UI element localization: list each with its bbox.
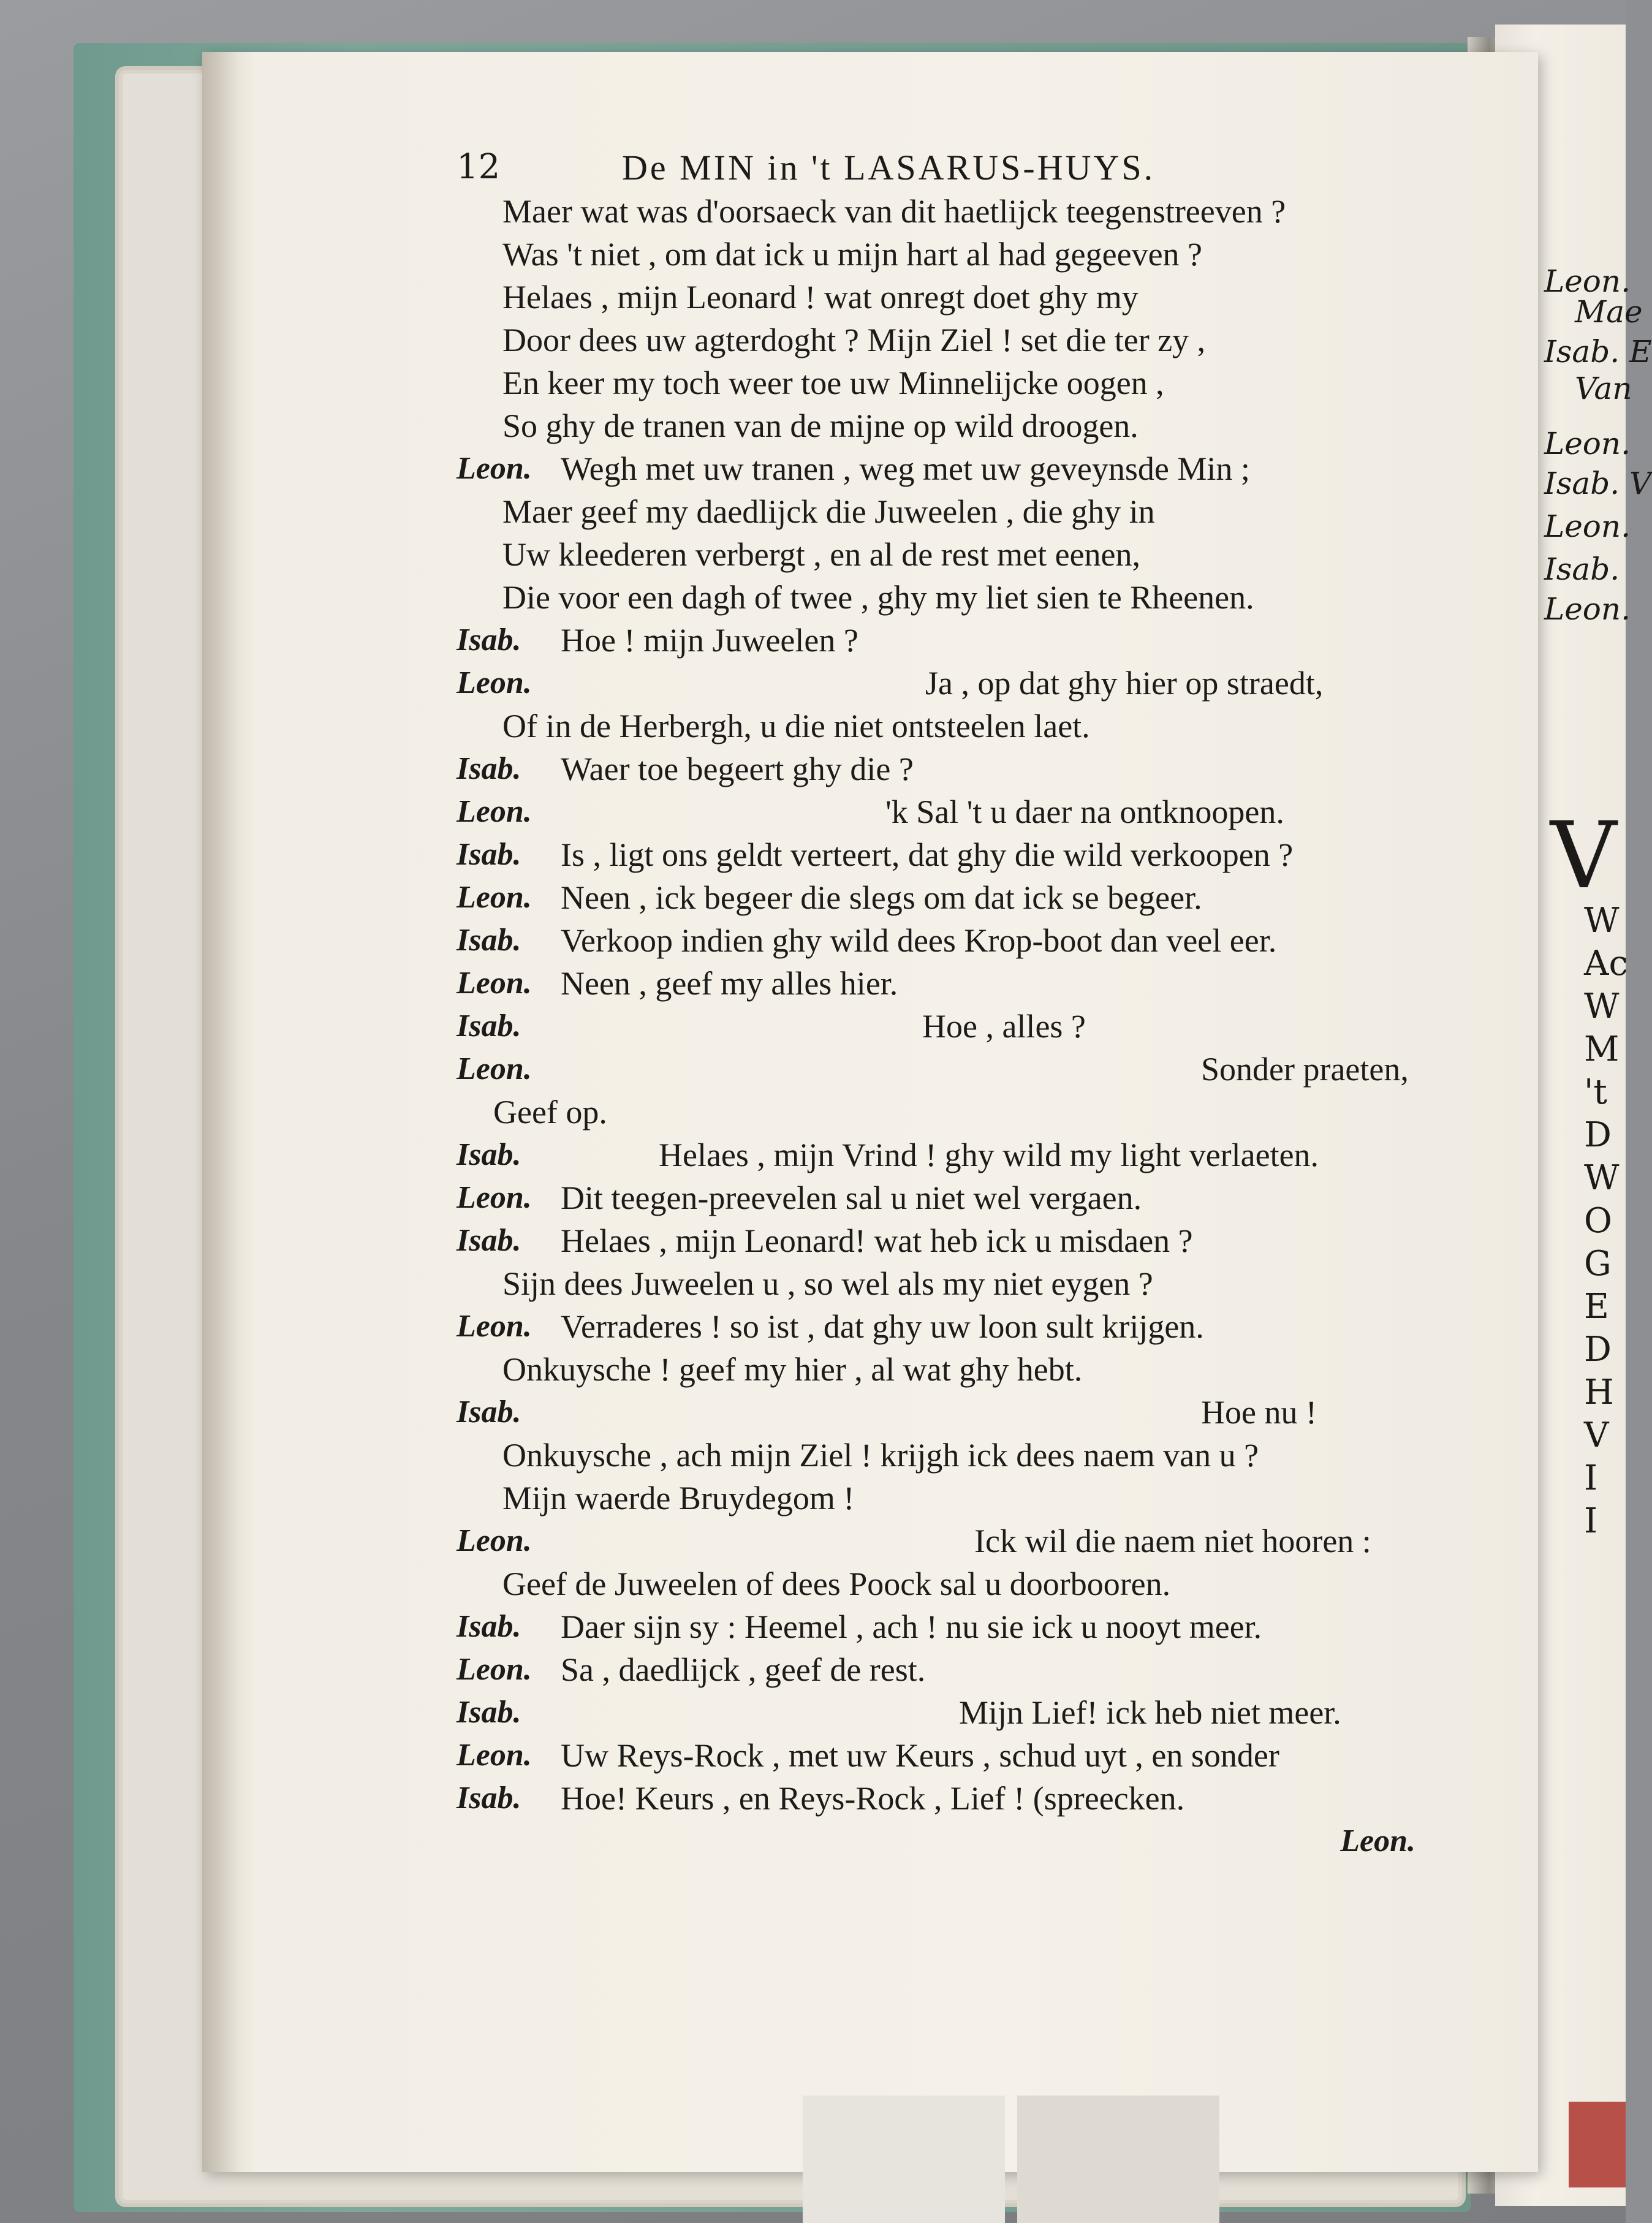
verse-text: Mijn waerde Bruydegom ! xyxy=(502,1480,855,1517)
verse-line xyxy=(457,833,1510,876)
facing-letter: W xyxy=(1584,901,1620,941)
verse-text: Geef op. xyxy=(493,1094,607,1130)
verse-line xyxy=(457,190,1510,233)
verse-line xyxy=(457,1176,1510,1219)
page-tab xyxy=(803,2096,1005,2223)
verse-line xyxy=(457,1219,1510,1262)
speaker-label: Isab. xyxy=(457,623,521,657)
verse-text: Wegh met uw tranen , weg met uw geveynsde Min ; xyxy=(561,450,1250,487)
speaker-label: Leon. xyxy=(457,794,532,829)
facing-letter: 't xyxy=(1584,1072,1607,1112)
running-head: De MIN in 't LASARUS-HUYS. xyxy=(622,148,1156,187)
verse-text: Maer wat was d'oorsaeck van dit haetlijck teegenstreeven ? xyxy=(502,193,1286,230)
facing-letter: M xyxy=(1584,1029,1620,1069)
speaker-label: Leon. xyxy=(457,1051,532,1086)
verse-text: Hoe nu ! xyxy=(1201,1394,1317,1431)
verse-text: Waer toe begeert ghy die ? xyxy=(561,751,914,787)
speaker-label: Isab. xyxy=(457,1609,521,1644)
speaker-label: Isab. xyxy=(457,1695,521,1730)
verse-line xyxy=(457,233,1510,276)
verse-text: Maer geef my daedlijck die Juweelen , die ghy in xyxy=(502,493,1155,530)
verse-line xyxy=(457,1262,1510,1305)
verse-line xyxy=(457,748,1510,790)
speaker-label: Isab. xyxy=(457,1137,521,1172)
verse-text: Onkuysche ! geef my hier , al wat ghy hebt. xyxy=(502,1351,1083,1388)
verse-line xyxy=(457,404,1510,447)
facing-letter: Ac xyxy=(1584,944,1628,983)
verse-line xyxy=(457,919,1510,962)
verse-text: Geef de Juweelen of dees Poock sal u doorbooren. xyxy=(502,1566,1171,1602)
speaker-label: Leon. xyxy=(457,665,532,700)
verse-line xyxy=(457,319,1510,362)
verse-line xyxy=(457,962,1510,1005)
facing-letter: W xyxy=(1584,987,1620,1026)
verse-text: 'k Sal 't u daer na ontknoopen. xyxy=(885,793,1284,830)
verse-line xyxy=(457,1005,1510,1048)
verse-text: Onkuysche , ach mijn Ziel ! krijgh ick dees naem van u ? xyxy=(502,1437,1259,1474)
speaker-label: Isab. xyxy=(457,923,521,958)
verse-line xyxy=(457,1520,1510,1562)
verse-line xyxy=(457,1605,1510,1648)
verse-text: Neen , geef my alles hier. xyxy=(561,965,898,1002)
speaker-label: Leon. xyxy=(457,1309,532,1344)
verse-text: Helaes , mijn Vrind ! ghy wild my light verlaeten. xyxy=(659,1137,1319,1173)
page-number: 12 xyxy=(457,147,501,187)
verse-line xyxy=(457,1691,1510,1734)
page-shadow xyxy=(202,52,239,2172)
facing-letter: W xyxy=(1584,1158,1620,1198)
verse-text: Verkoop indien ghy wild dees Krop-boot dan veel eer. xyxy=(561,922,1277,959)
verse-text: Hoe , alles ? xyxy=(922,1008,1086,1045)
verse-line xyxy=(457,1091,1510,1134)
page-tab xyxy=(1017,2096,1219,2223)
verse-line xyxy=(457,276,1510,319)
speaker-label: Isab. xyxy=(457,1395,521,1430)
facing-speaker: Van xyxy=(1575,371,1632,406)
verse-line xyxy=(457,1305,1510,1348)
text-block xyxy=(457,147,1510,1863)
verse-line xyxy=(457,576,1510,619)
facing-speaker: Isab. V xyxy=(1544,466,1652,501)
facing-speaker: Leon. xyxy=(1544,263,1631,299)
catchword: Leon. xyxy=(1340,1823,1415,1858)
verse-text: Daer sijn sy : Heemel , ach ! nu sie ick u nooyt meer. xyxy=(561,1608,1262,1645)
facing-speaker: Leon. xyxy=(1544,426,1631,461)
facing-speaker: Isab. E xyxy=(1544,334,1652,369)
verse-line xyxy=(457,662,1510,705)
verse-text: Verraderes ! so ist , dat ghy uw loon sult krijgen. xyxy=(561,1308,1204,1345)
catchword-row xyxy=(457,1820,1510,1863)
facing-letter: H xyxy=(1584,1373,1614,1412)
speaker-label: Leon. xyxy=(457,1180,532,1215)
verse-line xyxy=(457,1348,1510,1391)
verse-line xyxy=(457,1777,1510,1820)
facing-letter: V xyxy=(1584,1415,1609,1455)
speaker-label: Isab. xyxy=(457,837,521,872)
verse-line xyxy=(457,790,1510,833)
verse-line xyxy=(457,705,1510,748)
speaker-label: Leon. xyxy=(457,966,532,1001)
verse-text: Die voor een dagh of twee , ghy my liet sien te Rheenen. xyxy=(502,579,1254,616)
speaker-label: Leon. xyxy=(457,880,532,915)
red-bookmark xyxy=(1569,2102,1626,2187)
verse-line xyxy=(457,1477,1510,1520)
facing-letter: D xyxy=(1584,1330,1612,1369)
verse-text: Sijn dees Juweelen u , so wel als my niet eygen ? xyxy=(502,1265,1153,1302)
facing-letter: I xyxy=(1584,1458,1598,1498)
facing-letter: O xyxy=(1584,1201,1612,1241)
verse-text: Uw Reys-Rock , met uw Keurs , schud uyt , en sonder xyxy=(561,1737,1279,1774)
verse-text: Of in de Herbergh, u die niet ontsteelen laet. xyxy=(502,708,1090,744)
facing-letter: D xyxy=(1584,1115,1612,1155)
verse-lines xyxy=(457,190,1510,1863)
verse-line xyxy=(457,1048,1510,1091)
speaker-label: Leon. xyxy=(457,1652,532,1687)
page-header xyxy=(457,147,1510,190)
verse-line xyxy=(457,1734,1510,1777)
verse-text: En keer my toch weer toe uw Minnelijcke oogen , xyxy=(502,365,1164,401)
verse-line xyxy=(457,876,1510,919)
facing-speaker: Leon. xyxy=(1544,591,1631,627)
verse-text: Helaes , mijn Leonard ! wat onregt doet ghy my xyxy=(502,279,1139,316)
verse-text: Dit teegen-preevelen sal u niet wel vergaen. xyxy=(561,1180,1142,1216)
facing-letter: E xyxy=(1584,1287,1609,1327)
speaker-label: Leon. xyxy=(457,1738,532,1773)
verse-line xyxy=(457,362,1510,404)
facing-letter: I xyxy=(1584,1501,1598,1541)
verse-text: Neen , ick begeer die slegs om dat ick se begeer. xyxy=(561,879,1202,916)
facing-speaker: Mae xyxy=(1575,294,1643,330)
verse-line xyxy=(457,619,1510,662)
verse-text: Sonder praeten, xyxy=(1201,1051,1409,1088)
speaker-label: Isab. xyxy=(457,1009,521,1043)
verse-text: Uw kleederen verbergt , en al de rest met eenen, xyxy=(502,536,1141,573)
verse-text: Mijn Lief! ick heb niet meer. xyxy=(959,1694,1341,1731)
verse-line xyxy=(457,1391,1510,1434)
facing-speaker: Leon. xyxy=(1544,509,1631,544)
verse-text: Is , ligt ons geldt verteert, dat ghy die wild verkoopen ? xyxy=(561,836,1294,873)
verse-text: Ja , op dat ghy hier op straedt, xyxy=(925,665,1324,702)
facing-initial: V xyxy=(1550,803,1617,909)
verse-text: So ghy de tranen van de mijne op wild droogen. xyxy=(502,407,1139,444)
verse-line xyxy=(457,490,1510,533)
speaker-label: Isab. xyxy=(457,1223,521,1258)
verse-line xyxy=(457,1134,1510,1176)
speaker-label: Leon. xyxy=(457,451,532,486)
verse-text: Was 't niet , om dat ick u mijn hart al had gegeeven ? xyxy=(502,236,1203,273)
verse-text: Door dees uw agterdoght ? Mijn Ziel ! set die ter zy , xyxy=(502,322,1206,358)
speaker-label: Isab. xyxy=(457,1781,521,1816)
speaker-label: Isab. xyxy=(457,751,521,786)
verse-text: Hoe! Keurs , en Reys-Rock , Lief ! (spreecken. xyxy=(561,1780,1185,1817)
verse-text: Sa , daedlijck , geef de rest. xyxy=(561,1651,926,1688)
verse-line xyxy=(457,447,1510,490)
verse-line xyxy=(457,1434,1510,1477)
speaker-label: Leon. xyxy=(457,1523,532,1558)
facing-speaker: Isab. xyxy=(1544,551,1620,587)
verse-line xyxy=(457,533,1510,576)
verse-line xyxy=(457,1648,1510,1691)
verse-text: Helaes , mijn Leonard! wat heb ick u misdaen ? xyxy=(561,1222,1193,1259)
verse-line xyxy=(457,1562,1510,1605)
verse-text: Ick wil die naem niet hooren : xyxy=(974,1523,1371,1559)
verse-text: Hoe ! mijn Juweelen ? xyxy=(561,622,858,659)
facing-letter: G xyxy=(1584,1244,1612,1284)
